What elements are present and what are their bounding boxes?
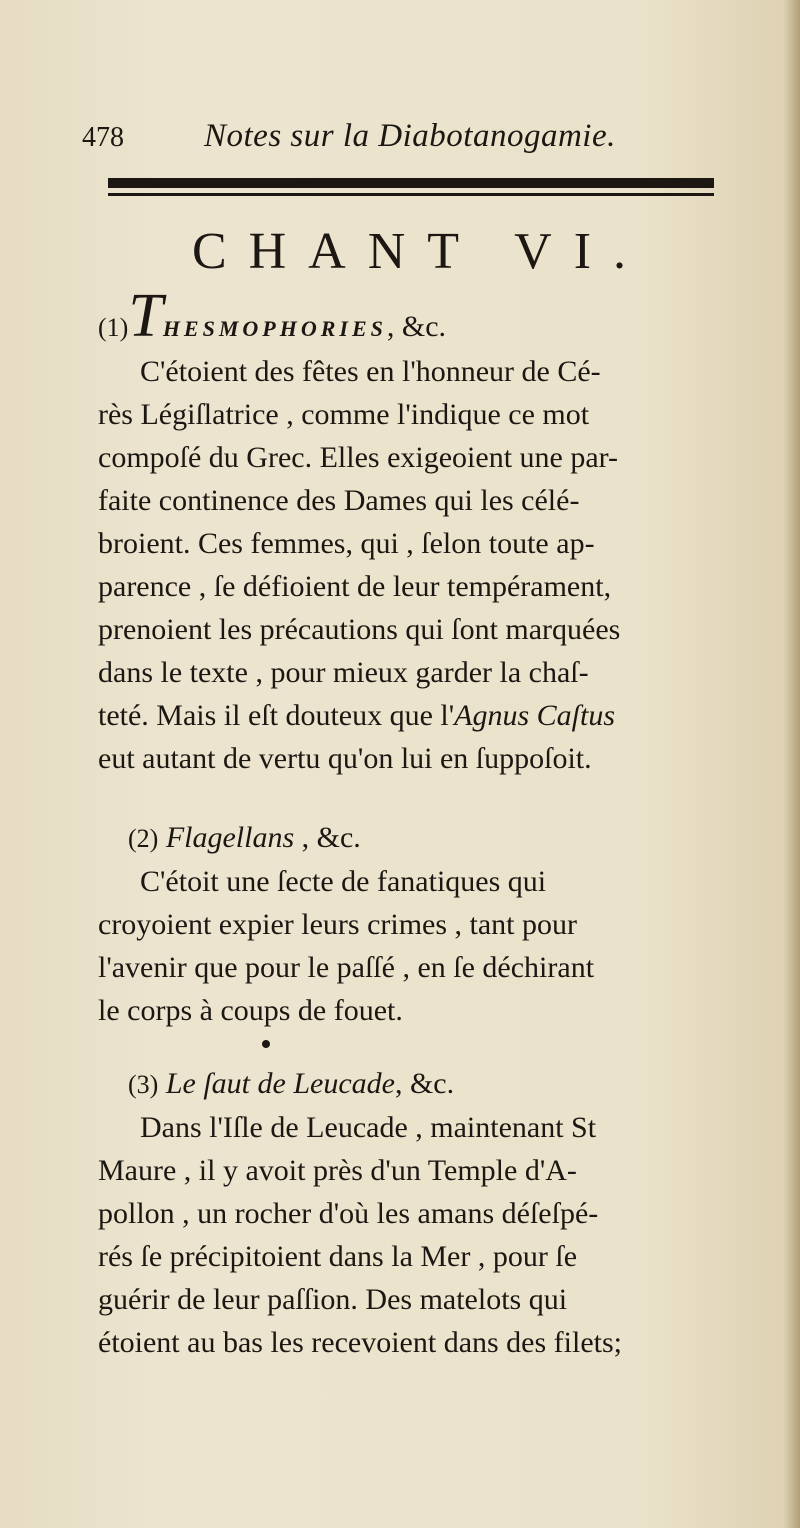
- note-1-line: eut autant de vertu qu'on lui en ſuppoſoit.: [98, 742, 592, 775]
- note-3-number: (3): [128, 1070, 159, 1099]
- note-1-heading-suffix: , &c.: [386, 310, 447, 343]
- header-rule-thick: [108, 178, 714, 188]
- note-2-heading-word: Flagellans: [165, 821, 295, 854]
- note-3-heading-word: Le ſaut de Leucade: [165, 1067, 395, 1100]
- note-1-line: dans le texte , pour mieux garder la chaſ-: [98, 656, 589, 689]
- note-1-heading: [98, 282, 702, 350]
- note-1-line-text: teté. Mais il eſt douteux que l': [98, 699, 455, 732]
- note-3-line: Maure , il y avoit près d'un Temple d'A-: [98, 1154, 577, 1187]
- separator-dot: [262, 1040, 270, 1048]
- note-3-line: étoient au bas les recevoient dans des filets;: [98, 1326, 622, 1359]
- note-1-heading-word: HESMOPHORIES: [162, 316, 387, 341]
- note-1-line: rès Légiſlatrice , comme l'indique ce mot: [98, 398, 590, 431]
- note-2-line: l'avenir que pour le paſſé , en ſe déchirant: [98, 951, 595, 984]
- note-1-line: parence , ſe défioient de leur tempérament,: [98, 570, 612, 603]
- note-2-line: le corps à coups de fouet.: [98, 994, 403, 1027]
- note-2-heading: [98, 816, 702, 860]
- note-1-line: compoſé du Grec. Elles exigeoient une par-: [98, 441, 619, 474]
- note-1-line-with-italic: [98, 694, 702, 737]
- note-1: [98, 282, 702, 780]
- note-2-body: [98, 860, 702, 1032]
- note-3-heading-suffix: , &c.: [394, 1067, 455, 1100]
- running-head: Notes sur la Diabotanogamie.: [204, 118, 616, 154]
- note-1-line: prenoient les précautions qui ſont marquées: [98, 613, 621, 646]
- note-1-body: [98, 350, 702, 780]
- note-1-dropcap: T: [128, 282, 163, 350]
- note-3-line: rés ſe précipitoient dans la Mer , pour ſe: [98, 1240, 578, 1273]
- note-1-line: faite continence des Dames qui les célé-: [98, 484, 580, 517]
- note-1-number: (1): [98, 313, 129, 342]
- note-3-line: Dans l'Iſle de Leucade , maintenant St: [140, 1111, 597, 1144]
- note-2-line: C'étoit une ſecte de fanatiques qui: [140, 865, 547, 898]
- note-3-heading: [98, 1062, 702, 1106]
- note-3-line: pollon , un rocher d'où les amans déſeſpé-: [98, 1197, 599, 1230]
- header-rule-thin: [108, 193, 714, 196]
- note-1-line: C'étoient des fêtes en l'honneur de Cé-: [140, 355, 601, 388]
- note-1-italic-phrase: Agnus Caſtus: [454, 699, 616, 732]
- page-header: [82, 118, 722, 166]
- note-2-line: croyoient expier leurs crimes , tant pour: [98, 908, 578, 941]
- note-2-heading-suffix: , &c.: [294, 821, 361, 854]
- note-1-line: broient. Ces femmes, qui , ſelon toute ap-: [98, 527, 595, 560]
- page-number: 478: [82, 122, 124, 153]
- note-3-body: [98, 1106, 702, 1364]
- note-3: [98, 1062, 702, 1364]
- note-3-line: guérir de leur paſſion. Des matelots qui: [98, 1283, 568, 1316]
- chapter-title: CHANT VI.: [191, 223, 649, 280]
- note-2-number: (2): [128, 824, 159, 853]
- note-2: [98, 816, 702, 1032]
